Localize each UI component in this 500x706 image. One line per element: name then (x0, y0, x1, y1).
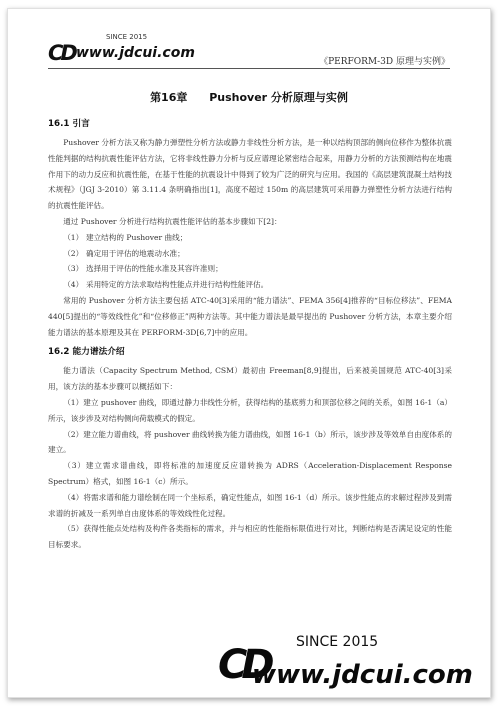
list-item (48, 261, 452, 277)
watermark-since-text: SINCE 2015 (296, 634, 379, 650)
paragraph: （3）建立需求谱曲线，即将标准的加速度反应谱转换为 ADRS（Acceleration-Displacement Response Spectrum）格式，如图 16-1（c）所示。 (48, 461, 452, 486)
list-item (48, 230, 452, 246)
paragraph: （2）建立能力谱曲线，将 pushover 曲线转换为能力谱曲线，如图 16-1（b）所示，该步涉及等效单自由度体系的建立。 (48, 429, 452, 455)
site-logo (48, 33, 248, 69)
book-title: 《PERFORM-3D 原理与实例》 (319, 57, 450, 67)
paragraph: 通过 Pushover 分析进行结构抗震性能评估的基本步骤如下[2]： (63, 216, 282, 226)
watermark-url: www.jdcui.com (252, 660, 473, 690)
section-heading-csm: 16.2 能力谱法介绍 (48, 347, 125, 358)
document-page (7, 8, 491, 698)
section-heading-intro: 16.1 引言 (48, 119, 90, 129)
logo-since-text: SINCE 2015 (106, 33, 148, 41)
list-number: （2） (63, 248, 84, 258)
paragraph: （5）获得性能点处结构及构件各类指标的需求，并与相应的性能指标限值进行对比，判断结构是否满足设定的性能目标要求。 (48, 524, 452, 550)
chapter-title (8, 89, 490, 105)
list-number: （4） (63, 280, 84, 290)
logo-url: www.jdcui.com (76, 45, 195, 61)
logo-mark: CD (48, 41, 75, 65)
watermark-mark: CD (218, 642, 269, 688)
chapter-number: 第16章 (150, 91, 188, 104)
list-number: （3） (63, 264, 84, 274)
list-text: 确定用于评估的地震动水准； (85, 248, 185, 258)
list-text: 建立结构的 Pushover 曲线； (85, 232, 188, 242)
paragraph: 常用的 Pushover 分析方法主要包括 ATC-40[3]采用的“能力谱法”、FEMA 356[4]推荐的“目标位移法”、FEMA 440[5]提出的“等效线性化”和“位移修正”两种方法等。其中能力谱法是最早提出的 Pushover 分析方法，本章主要介绍能力谱法的基本原理及其在 PERFORM-3D[6,7]中的应用。 (48, 295, 452, 337)
list-text: 选择用于评估的性能水准及其容许准则； (85, 264, 223, 274)
watermark-logo (200, 630, 500, 700)
header-rule (48, 68, 450, 69)
chapter-name: Pushover 分析原理与实例 (209, 91, 348, 104)
paragraph: （1）建立 pushover 曲线，即通过静力非线性分析，获得结构的基底剪力和顶部位移之间的关系，如图 16-1（a）所示，该步涉及对结构侧向荷载模式的假定。 (48, 397, 452, 423)
list-text: 采用特定的方法求取结构性能点并进行结构性能评估。 (85, 280, 269, 290)
list-item (48, 277, 452, 293)
list-number: （1） (63, 232, 84, 242)
list-item (48, 246, 452, 262)
paragraph: Pushover 分析方法又称为静力弹塑性分析方法或静力非线性分析方法，是一种以结构顶部的侧向位移作为整体抗震性能判据的结构抗震性能评估方法，它将非线性静力分析与反应谱理论紧密结合起来，用静力分析的方法预测结构在地震作用下的动力反应和抗震性能，在基于性能的抗震设计中得到了较为广泛的研究与应用。我国的《高层建筑混凝土结构技术规程》（JGJ 3-2010）第 3.11.4 条明确指出[1]，高度不超过 150m 的高层建筑可采用静力弹塑性分析方法进行结构的抗震性能评估。 (48, 138, 452, 211)
page-header (8, 9, 490, 73)
paragraph: 能力谱法（Capacity Spectrum Method, CSM）最初由 Freeman[8,9]提出，后来被美国规范 ATC-40[3]采用，该方法的基本步骤可以概括如下： (48, 366, 452, 392)
paragraph: （4）将需求谱和能力谱绘制在同一个坐标系，确定性能点，如图 16-1（d）所示。该步性能点的求解过程涉及到需求谱的折减及一系列单自由度体系的等效线性化过程。 (48, 492, 452, 518)
page-body (48, 117, 452, 553)
